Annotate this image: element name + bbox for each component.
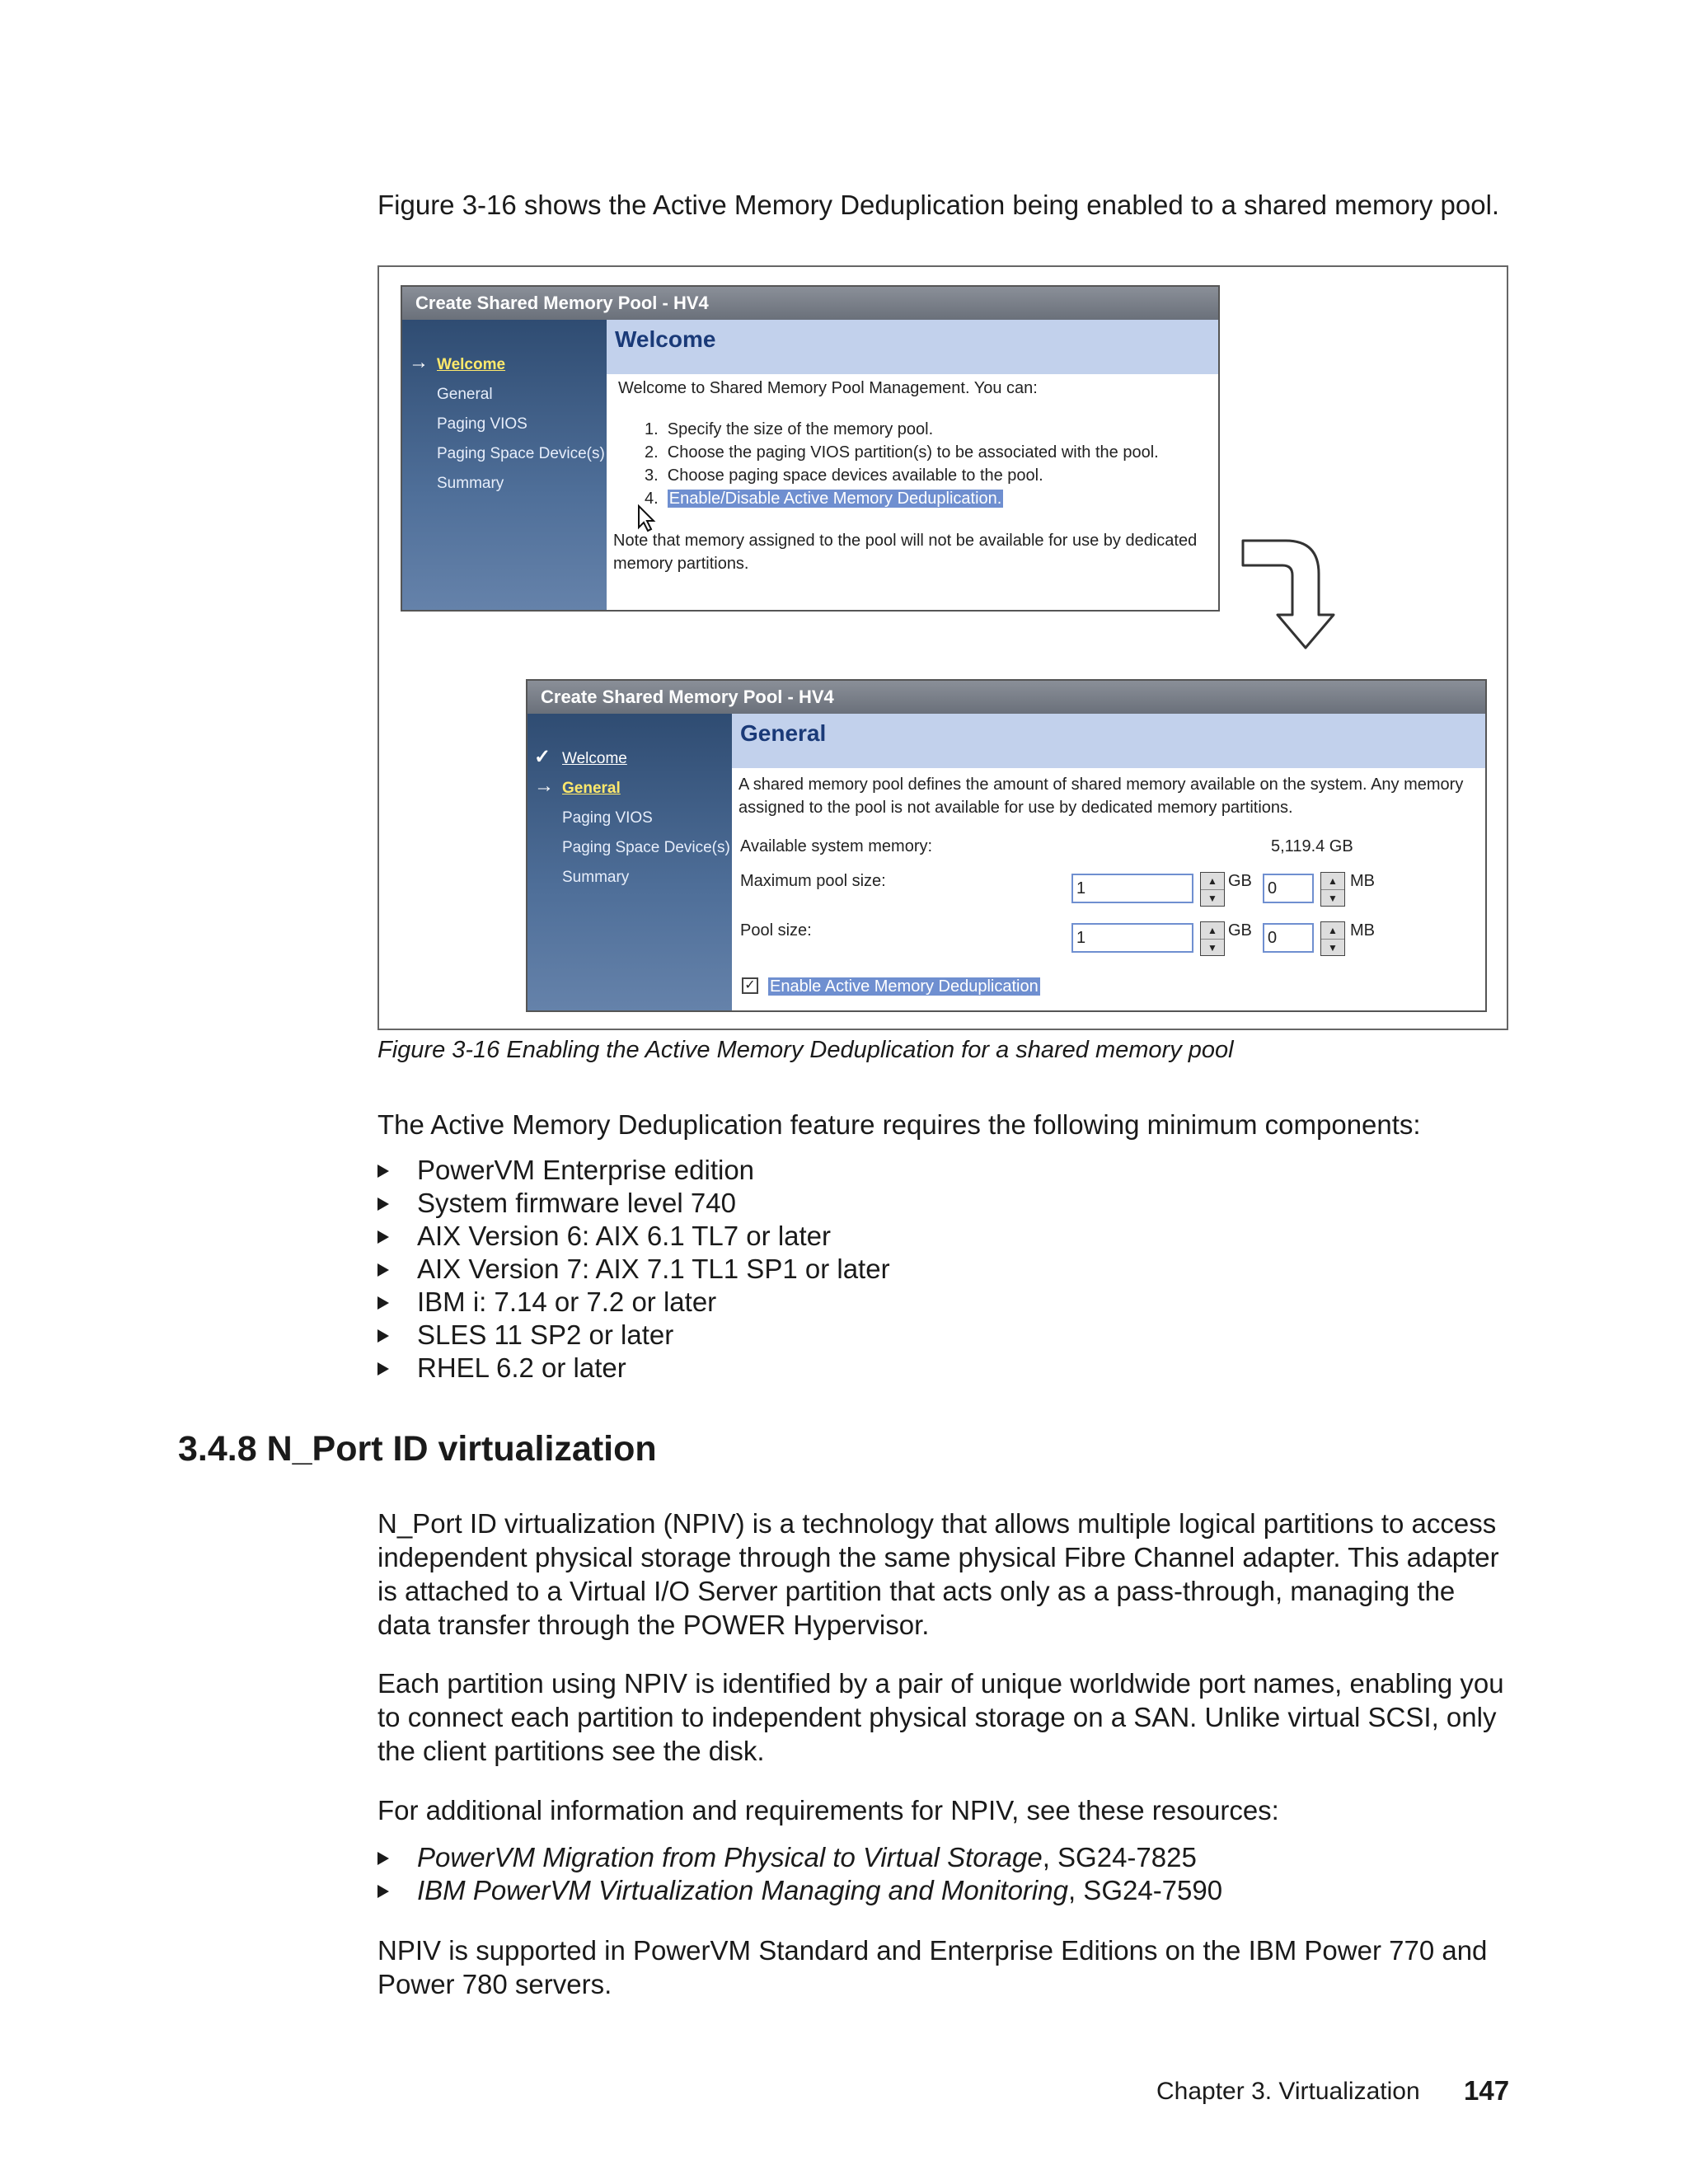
gb-unit: GB — [1228, 921, 1252, 940]
nav-item-summary[interactable]: Summary — [437, 475, 504, 492]
max-pool-mb-spinner[interactable]: ▲ ▼ — [1320, 872, 1345, 907]
components-list — [377, 1154, 1449, 1385]
arrow-right-icon: → — [409, 351, 429, 373]
intro-text: Figure 3-16 shows the Active Memory Deduplication being enabled to a shared memory pool. — [377, 190, 1500, 220]
step-2: 2. Choose the paging VIOS partition(s) to be associated with the pool. — [645, 443, 1159, 462]
list-item: IBM i: 7.14 or 7.2 or later — [377, 1286, 1449, 1319]
pool-gb-spinner[interactable]: ▲ ▼ — [1200, 921, 1225, 956]
arrow-right-icon: → — [534, 775, 554, 797]
max-pool-size-label: Maximum pool size: — [740, 872, 886, 890]
available-memory-value: 5,119.4 GB — [1271, 837, 1353, 855]
resource-title[interactable]: IBM PowerVM Virtualization Managing and Monitoring — [417, 1875, 1068, 1905]
npiv-paragraph-1: N_Port ID virtualization (NPIV) is a technology that allows multiple logical partitions to access independent physical storage through the same physical Fibre Channel adapter. This adapter is attached to a Virtual I/O Server partition that acts only as a pass-through, managing the data transfer through the POWER Hypervisor. — [377, 1508, 1499, 1640]
general-body — [732, 768, 1485, 1010]
gb-unit: GB — [1228, 872, 1252, 890]
list-item: SLES 11 SP2 or later — [377, 1319, 1449, 1352]
checkmark-icon: ✓ — [534, 746, 551, 768]
wizard-nav — [528, 714, 732, 1010]
nav-item-welcome[interactable]: Welcome — [437, 356, 506, 373]
nav-item-general[interactable]: General — [437, 386, 493, 403]
dedup-checkbox-label[interactable]: Enable Active Memory Deduplication — [770, 977, 1039, 996]
section-heading: 3.4.8 N_Port ID virtualization — [178, 1429, 657, 1469]
mb-unit: MB — [1350, 872, 1375, 890]
page-number: 147 — [1464, 2075, 1510, 2106]
nav-item-paging-vios[interactable]: Paging VIOS — [562, 809, 653, 827]
mouse-cursor-icon — [636, 504, 658, 532]
nav-item-summary[interactable]: Summary — [562, 869, 630, 886]
nav-item-paging-vios[interactable]: Paging VIOS — [437, 415, 528, 433]
curved-arrow-icon — [1236, 536, 1343, 659]
nav-item-paging-space-devices[interactable]: Paging Space Device(s) — [437, 445, 605, 462]
welcome-note: Note that memory assigned to the pool will not be available for use by dedicated memory partitions. — [613, 532, 1198, 573]
list-item: System firmware level 740 — [377, 1187, 1449, 1220]
welcome-dialog — [401, 285, 1220, 612]
npiv-paragraph-3: For additional information and requirements for NPIV, see these resources: — [377, 1795, 1279, 1825]
welcome-body — [607, 374, 1218, 610]
welcome-lead: Welcome to Shared Memory Pool Management. You can: — [618, 379, 1038, 397]
dialog-title: Create Shared Memory Pool - HV4 — [402, 287, 1218, 320]
pool-mb-spinner[interactable]: ▲ ▼ — [1320, 921, 1345, 956]
nav-item-welcome[interactable]: Welcome — [562, 750, 627, 767]
resources-list — [377, 1841, 1515, 1907]
dedup-checkbox[interactable]: ✓ — [742, 977, 758, 994]
pool-gb-input[interactable]: 1 — [1071, 923, 1193, 953]
list-item: RHEL 6.2 or later — [377, 1352, 1449, 1385]
list-item: AIX Version 7: AIX 7.1 TL1 SP1 or later — [377, 1253, 1449, 1286]
max-pool-gb-input[interactable]: 1 — [1071, 874, 1193, 903]
step-3: 3. Choose paging space devices available to the pool. — [645, 466, 1043, 485]
page-heading: General — [732, 714, 1485, 768]
general-description: A shared memory pool defines the amount of shared memory available on the system. Any memory assigned to the pool is not available for use by dedicated memory partitions. — [738, 776, 1464, 817]
npiv-paragraph-2: Each partition using NPIV is identified by a pair of unique worldwide port names, enabling you to connect each partition to independent physical storage on a SAN. Unlike virtual SCSI, only the client partitions see the disk. — [377, 1668, 1504, 1766]
max-pool-mb-input[interactable]: 0 — [1263, 874, 1314, 903]
pool-mb-input[interactable]: 0 — [1263, 923, 1314, 953]
wizard-nav — [402, 320, 607, 610]
figure-caption: Figure 3-16 Enabling the Active Memory Deduplication for a shared memory pool — [377, 1037, 1234, 1063]
available-memory-label: Available system memory: — [740, 837, 933, 855]
pool-size-label: Pool size: — [740, 921, 812, 940]
npiv-paragraph-4: NPIV is supported in PowerVM Standard and Enterprise Editions on the IBM Power 770 and Power 780 servers. — [377, 1935, 1488, 1999]
dialog-title: Create Shared Memory Pool - HV4 — [528, 681, 1485, 714]
list-item: PowerVM Migration from Physical to Virtual Storage, SG24-7825 — [377, 1841, 1515, 1874]
nav-item-paging-space-devices[interactable]: Paging Space Device(s) — [562, 839, 730, 856]
list-item: PowerVM Enterprise edition — [377, 1154, 1449, 1187]
list-item: AIX Version 6: AIX 6.1 TL7 or later — [377, 1220, 1449, 1253]
figure-3-16 — [377, 265, 1508, 1030]
step-1: 1. Specify the size of the memory pool. — [645, 420, 934, 438]
footer-chapter: Chapter 3. Virtualization — [1156, 2078, 1420, 2105]
page-heading: Welcome — [607, 320, 1218, 374]
general-dialog — [526, 679, 1487, 1012]
list-item: IBM PowerVM Virtualization Managing and Monitoring, SG24-7590 — [377, 1874, 1515, 1907]
components-intro: The Active Memory Deduplication feature requires the following minimum components: — [377, 1109, 1421, 1140]
resource-title[interactable]: PowerVM Migration from Physical to Virtual Storage — [417, 1842, 1043, 1872]
nav-item-general[interactable]: General — [562, 780, 621, 797]
step-4: 4. Enable/Disable Active Memory Deduplication. — [645, 490, 1002, 508]
max-pool-gb-spinner[interactable]: ▲ ▼ — [1200, 872, 1225, 907]
mb-unit: MB — [1350, 921, 1375, 940]
